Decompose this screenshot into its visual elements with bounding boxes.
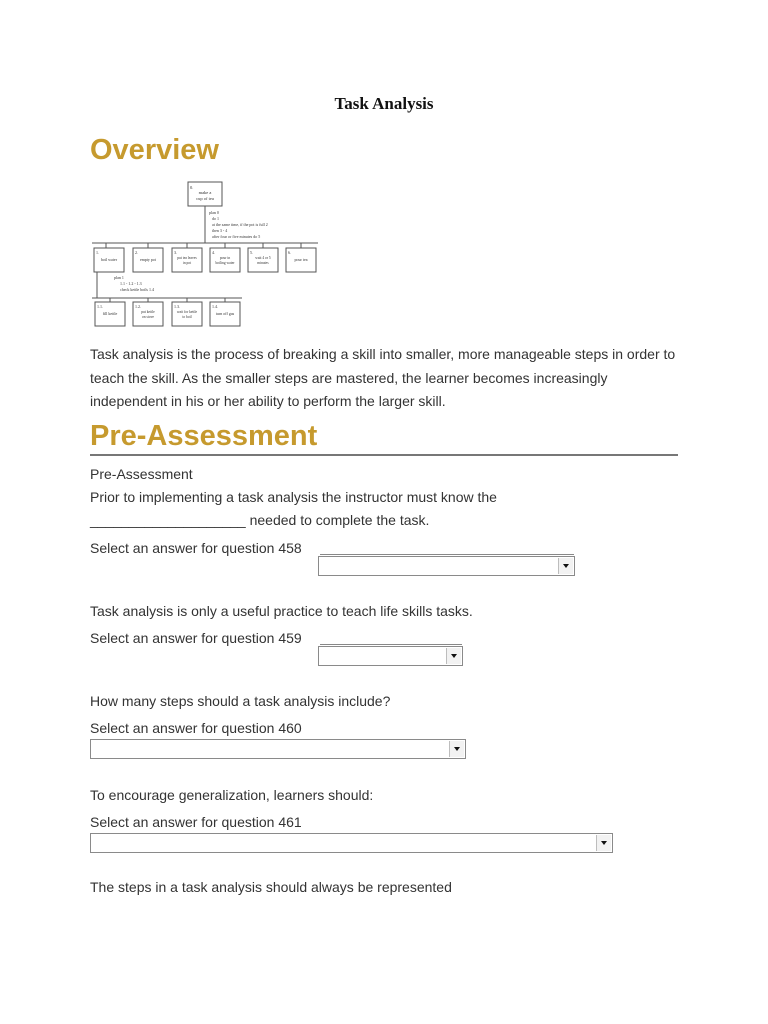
svg-text:empty pot: empty pot bbox=[139, 257, 157, 262]
svg-text:5.: 5. bbox=[250, 250, 253, 255]
diagram-box-2 bbox=[133, 243, 163, 272]
plan0-line-2: do 1 bbox=[212, 216, 219, 221]
svg-text:wait for kettle: wait for kettle bbox=[176, 310, 198, 314]
svg-text:pour in: pour in bbox=[219, 256, 231, 260]
question-461-select[interactable] bbox=[90, 833, 613, 853]
svg-text:1.1.: 1.1. bbox=[97, 304, 103, 309]
svg-text:to boil: to boil bbox=[182, 315, 192, 319]
svg-text:plan 1: plan 1 bbox=[114, 275, 124, 280]
plan-1 bbox=[114, 275, 154, 292]
diagram-box-1-4 bbox=[210, 298, 240, 326]
pre-assessment-heading: Pre-Assessment bbox=[90, 420, 318, 452]
chevron-down-icon[interactable] bbox=[449, 741, 464, 757]
plan0-line-4: then 3 - 4 bbox=[212, 228, 228, 233]
chevron-down-icon[interactable] bbox=[446, 648, 461, 664]
question-458-select[interactable] bbox=[318, 556, 575, 576]
question-459-select[interactable] bbox=[318, 646, 463, 666]
root-line-2: cup of tea bbox=[196, 196, 214, 201]
diagram-box-1 bbox=[94, 243, 124, 272]
question-460-select[interactable] bbox=[90, 739, 466, 759]
svg-text:put kettle: put kettle bbox=[141, 310, 155, 314]
page-title: Task Analysis bbox=[334, 94, 434, 113]
diagram-box-5 bbox=[248, 243, 278, 272]
svg-text:turn off gas: turn off gas bbox=[215, 311, 235, 316]
task-analysis-diagram bbox=[92, 180, 318, 330]
svg-text:boil water: boil water bbox=[100, 257, 118, 262]
question-458-select-label: Select an answer for question 458 bbox=[90, 540, 302, 556]
svg-text:fill kettle: fill kettle bbox=[102, 311, 118, 316]
svg-text:on stove: on stove bbox=[141, 315, 155, 319]
plan-0 bbox=[209, 210, 268, 239]
diagram-box-1-1 bbox=[95, 298, 125, 326]
plan0-line-3: at the same time, if the pot is full 2 bbox=[212, 222, 268, 227]
diagram-box-3 bbox=[172, 243, 202, 272]
svg-text:6.: 6. bbox=[288, 250, 291, 255]
svg-text:1.2.: 1.2. bbox=[135, 304, 141, 309]
overview-paragraph: Task analysis is the process of breaking a skill into smaller, more manageable steps in order to teach the skill. As the smaller steps are mastered, the learner becomes increasingly independent in his or her ability to perform the larger skill. bbox=[90, 346, 676, 409]
svg-text:1.3.: 1.3. bbox=[174, 304, 180, 309]
root-line-1: make a bbox=[198, 190, 212, 195]
svg-text:put tea leaves: put tea leaves bbox=[177, 256, 197, 260]
svg-text:wait 4 or 5: wait 4 or 5 bbox=[255, 256, 271, 260]
question-459-prompt: Task analysis is only a useful practice to teach life skills tasks. bbox=[90, 603, 473, 619]
root-num: 0. bbox=[190, 185, 194, 190]
svg-text:1.: 1. bbox=[96, 250, 99, 255]
svg-text:1.4.: 1.4. bbox=[212, 304, 218, 309]
question-458-prompt-line-1: Prior to implementing a task analysis the instructor must know the bbox=[90, 489, 497, 505]
plan0-line-5: after four or five minutes do 5 bbox=[212, 234, 261, 239]
diagram-box-1-2 bbox=[133, 298, 163, 326]
svg-text:4.: 4. bbox=[212, 250, 215, 255]
pre-assessment-intro: Pre-Assessment bbox=[90, 466, 193, 482]
svg-text:3.: 3. bbox=[174, 250, 177, 255]
question-461-prompt: To encourage generalization, learners should: bbox=[90, 787, 374, 803]
svg-text:minutes: minutes bbox=[257, 261, 269, 265]
question-458-prompt-line-2: ____________________ needed to complete the task. bbox=[90, 512, 430, 528]
diagram-box-6 bbox=[286, 243, 316, 272]
svg-text:check kettle boils 1.4: check kettle boils 1.4 bbox=[120, 287, 154, 292]
section-divider bbox=[90, 454, 678, 456]
diagram-box-4 bbox=[210, 243, 240, 272]
diagram-box-1-3 bbox=[172, 298, 202, 326]
svg-text:pour tea: pour tea bbox=[294, 257, 308, 262]
question-461-select-label: Select an answer for question 461 bbox=[90, 814, 302, 830]
question-460-prompt: How many steps should a task analysis include? bbox=[90, 693, 391, 709]
question-459-select-label: Select an answer for question 459 bbox=[90, 630, 302, 646]
question-459-label-underline bbox=[320, 644, 462, 645]
svg-text:1.1 - 1.2 - 1.3: 1.1 - 1.2 - 1.3 bbox=[120, 281, 142, 286]
question-462-prompt: The steps in a task analysis should always be represented bbox=[90, 879, 452, 895]
chevron-down-icon[interactable] bbox=[596, 835, 611, 851]
question-458-label-underline bbox=[320, 554, 574, 555]
overview-heading: Overview bbox=[90, 134, 219, 166]
svg-text:boiling water: boiling water bbox=[215, 261, 235, 265]
question-460-select-label: Select an answer for question 460 bbox=[90, 720, 302, 736]
svg-text:2.: 2. bbox=[135, 250, 138, 255]
svg-text:in pot: in pot bbox=[182, 261, 192, 265]
chevron-down-icon[interactable] bbox=[558, 558, 573, 574]
plan0-line-1: plan 0 bbox=[209, 210, 219, 215]
diagram-root-box bbox=[188, 182, 222, 206]
